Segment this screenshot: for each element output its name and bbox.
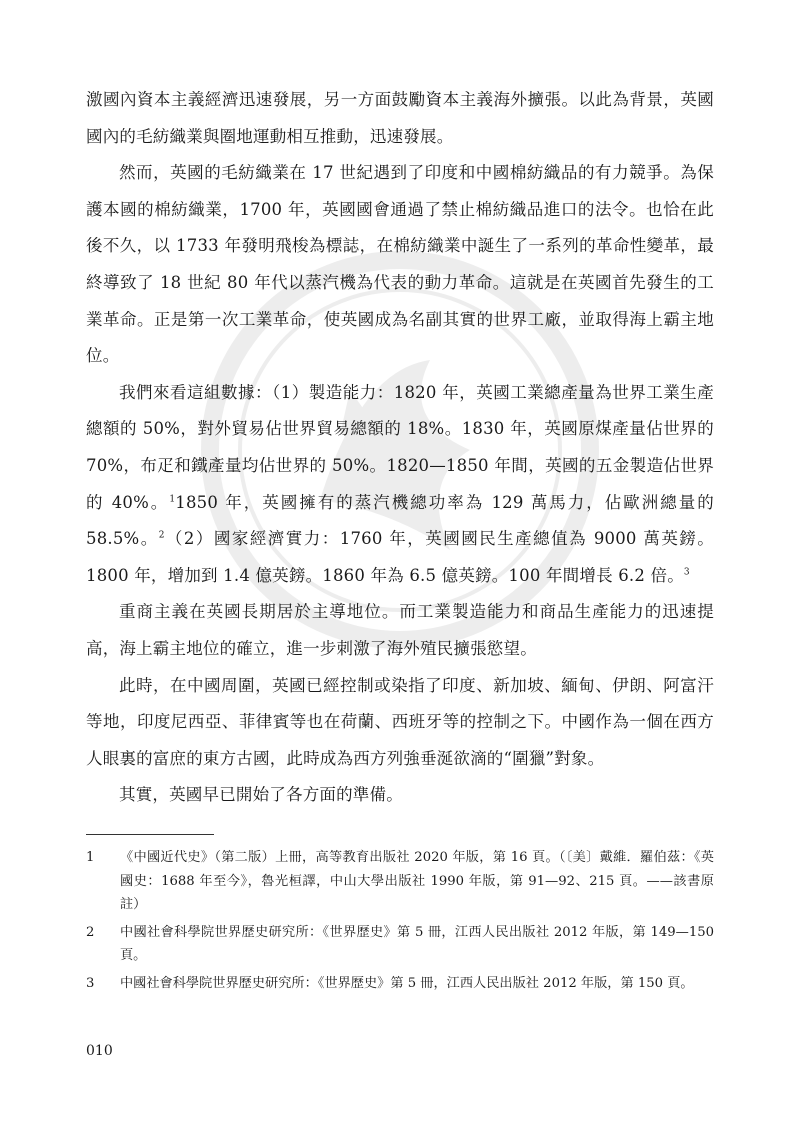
footnotes (86, 846, 714, 999)
footnote-number: 2 (86, 924, 95, 940)
footnote-text: 中國社會科學院世界歷史研究所：《世界歷史》第 5 冊，江西人民出版社 2012 年版，第 149—150 頁。 (120, 924, 714, 963)
footnote (86, 921, 714, 968)
paragraph (86, 82, 714, 155)
footnote-divider (86, 834, 214, 835)
footnote-text: 《中國近代史》（第二版）上冊，高等教育出版社 2020 年版，第 16 頁。（〔美〕戴維．羅伯茲：《英國史：1688 年至今》，魯光桓譯，中山大學出版社 1990 年版，第 91—92、215 頁。——該書原註） (120, 850, 714, 912)
paragraph-text: 其實，英國早已開始了各方面的準備。 (119, 785, 403, 805)
paragraph-text: 然而，英國的毛紡織業在 17 世紀遇到了印度和中國棉紡織品的有力競爭。為保護本國的棉紡織業，1700 年，英國國會通過了禁止棉紡織品進口的法令。也恰在此後不久，以 1733 年發明飛梭為標誌，在棉紡織業中誕生了一系列的革命性變革，最終導致了 18 世紀 80 年代以蒸汽機為代表的動力革命。這就是在英國首先發生的工業革命。正是第一次工業革命，使英國成為名副其實的世界工廠，並取得海上霸主地位。 (86, 163, 714, 366)
paragraph-text: （2）國家經濟實力：1760 年，英國國民生產總值為 9000 萬英鎊。1800 年，增加到 1.4 億英鎊。1860 年為 6.5 億英鎊。100 年間增長 6.2 倍。 (86, 529, 714, 585)
footnote-number: 1 (86, 850, 95, 865)
paragraph (86, 375, 714, 595)
footnote (86, 972, 714, 996)
paragraph (86, 594, 714, 667)
footnote (86, 846, 714, 917)
paragraph (86, 155, 714, 375)
paragraph-text: 我們來看這組數據：（1）製造能力：1820 年，英國工業總產量為世界工業生產總額的 50%，對外貿易佔世界貿易總額的 18%。1830 年，英國原煤產量佔世界的 70%，布疋和鐵產量均佔世界的 50%。1820—1850 年間，英國的五金製造佔世界的 40%。 (86, 382, 714, 512)
paragraph-text: 激國內資本主義經濟迅速發展，另一方面鼓勵資本主義海外擴張。以此為背景，英國國內的毛紡織業與圈地運動相互推動，迅速發展。 (86, 90, 714, 146)
paragraph-text: 1850 年，英國擁有的蒸汽機總功率為 129 萬馬力，佔歐洲總量的 58.5%。 (86, 492, 714, 549)
footnote-number: 3 (86, 975, 95, 991)
footnote-marker: 1 (169, 494, 176, 505)
footnote-text: 中國社會科學院世界歷史研究所：《世界歷史》第 5 冊，江西人民出版社 2012 年版，第 150 頁。 (120, 975, 694, 991)
paragraph-text: 重商主義在英國長期居於主導地位。而工業製造能力和商品生產能力的迅速提高，海上霸主地位的確立，進一步刺激了海外殖民擴張慾望。 (86, 602, 714, 658)
page-number: 010 (86, 1043, 113, 1059)
paragraph-text: 此時，在中國周圍，英國已經控制或染指了印度、新加坡、緬甸、伊朗、阿富汗等地，印度尼西亞、菲律賓等也在荷蘭、西班牙等的控制之下。中國作為一個在西方人眼裏的富庶的東方古國，此時成為西方列強垂涎欲滴的“圍獵”對象。 (86, 675, 714, 768)
paragraph (86, 668, 714, 778)
paragraph (86, 777, 714, 814)
footnote-marker: 2 (158, 530, 165, 541)
footnote-marker: 3 (683, 567, 690, 578)
body-text (86, 82, 714, 814)
